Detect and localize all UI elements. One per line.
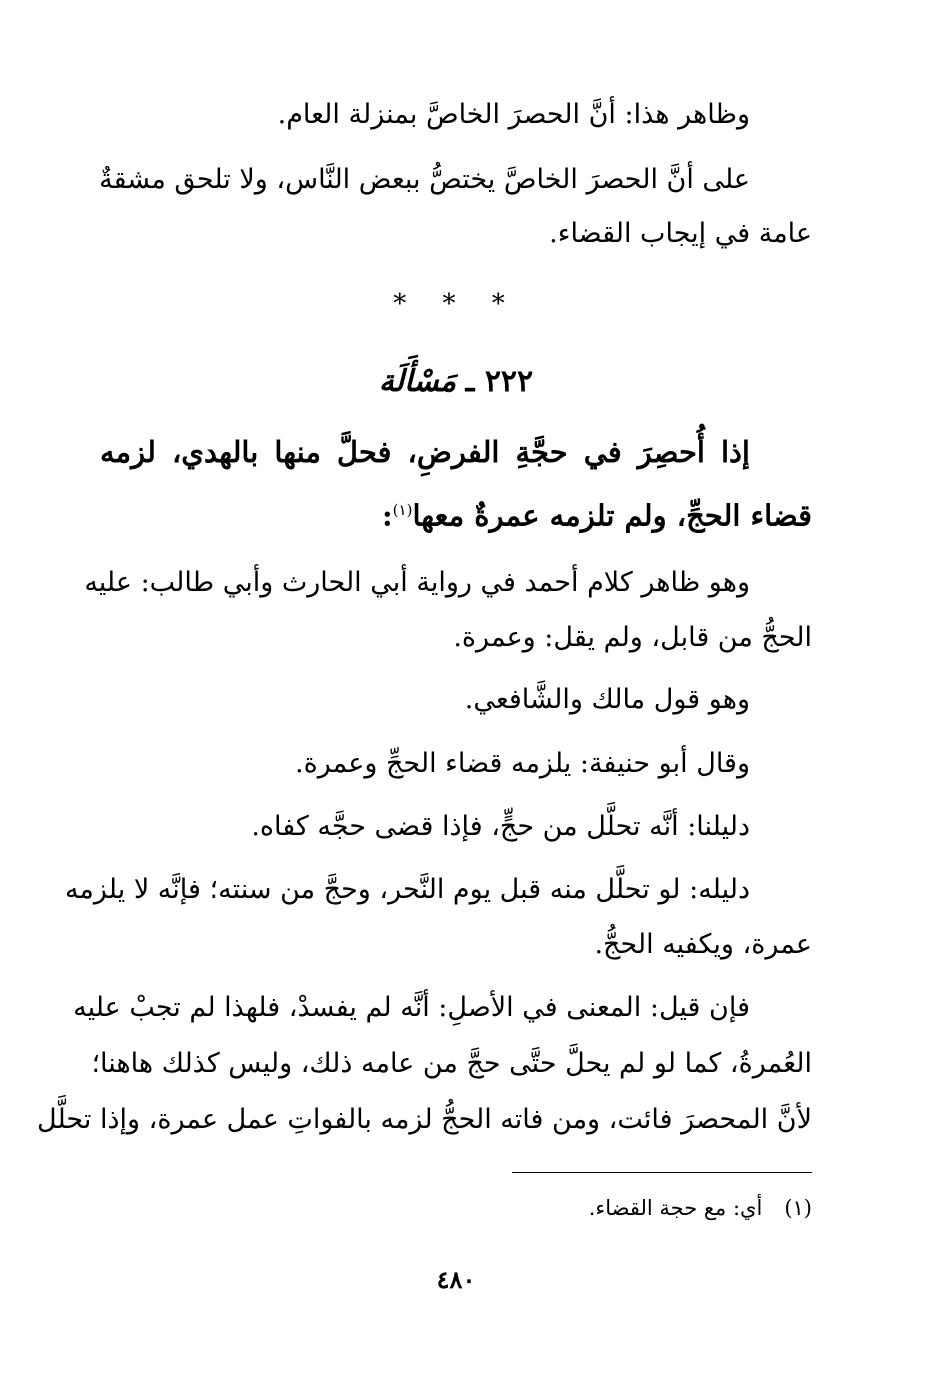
paragraph-1-line-1: وظاهر هذا: أنَّ الحصرَ الخاصَّ بمنزلة العام. [277,99,750,130]
paragraph-4-line-1: وهو قول مالك والشَّافعي. [464,684,750,715]
issue-title: مَسْأَلَة [378,364,457,399]
issue-statement-line-2 [100,490,812,536]
paragraph-8-line-3: لأنَّ المحصرَ فائت، ومن فاته الحجُّ لزمه بالفواتِ عمل عمرة، وإذا تحلَّل [37,1104,812,1135]
paragraph-7-line-2: عمرة، ويكفيه الحجُّ. [594,929,812,960]
issue-statement-line-1: إذا أُحصِرَ في حجَّةِ الفرضِ، فحلَّ منها بالهدي، لزمه [100,435,750,469]
page-number: ٤٨٠ [436,1265,476,1294]
paragraph-2-line-2: عامة في إيجاب القضاء. [549,218,812,249]
paragraph-5-line-1: وقال أبو حنيفة: يلزمه قضاء الحجِّ وعمرة. [295,748,750,779]
issue-heading [100,360,812,404]
paragraph-8-line-1: فإن قيل: المعنى في الأصلِ: أنَّه لم يفسدْ، فلهذا لم تجبْ عليه [73,992,750,1023]
issue-statement-colon: : [381,498,393,533]
footnote-ref: (١) [392,501,413,519]
footnote [100,1192,812,1224]
footnote-text: أي: مع حجة القضاء. [588,1196,763,1220]
paragraph-3-line-1: وهو ظاهر كلام أحمد في رواية أبي الحارث وأبي طالب: عليه [84,567,750,598]
issue-statement-text: قضاء الحجِّ، ولم تلزمه عمرةٌ معها [412,498,812,533]
issue-number: ٢٢٢ ـ [465,364,534,399]
paragraph-8-line-2: العُمرةُ، كما لو لم يحلَّ حتَّى حجَّ من عامه ذلك، وليس كذلك هاهنا؛ [91,1048,812,1079]
footnote-mark: (١) [784,1196,812,1220]
paragraph-6-line-1: دليلنا: أنَّه تحلَّل من حجٍّ، فإذا قضى حجَّه كفاه. [251,811,750,842]
footnote-divider [512,1172,812,1173]
book-page [37,0,812,1377]
paragraph-2-line-1: على أنَّ الحصرَ الخاصَّ يختصُّ ببعض النَّاس، ولا تلحق مشقةٌ [99,164,750,195]
paragraph-7-line-1: دليله: لو تحلَّل منه قبل يوم النَّحر، وحجَّ من سنته؛ فإنَّه لا يلزمه [64,874,750,905]
section-separator: * * * [393,289,519,319]
paragraph-3-line-2: الحجُّ من قابل، ولم يقل: وعمرة. [453,622,812,653]
